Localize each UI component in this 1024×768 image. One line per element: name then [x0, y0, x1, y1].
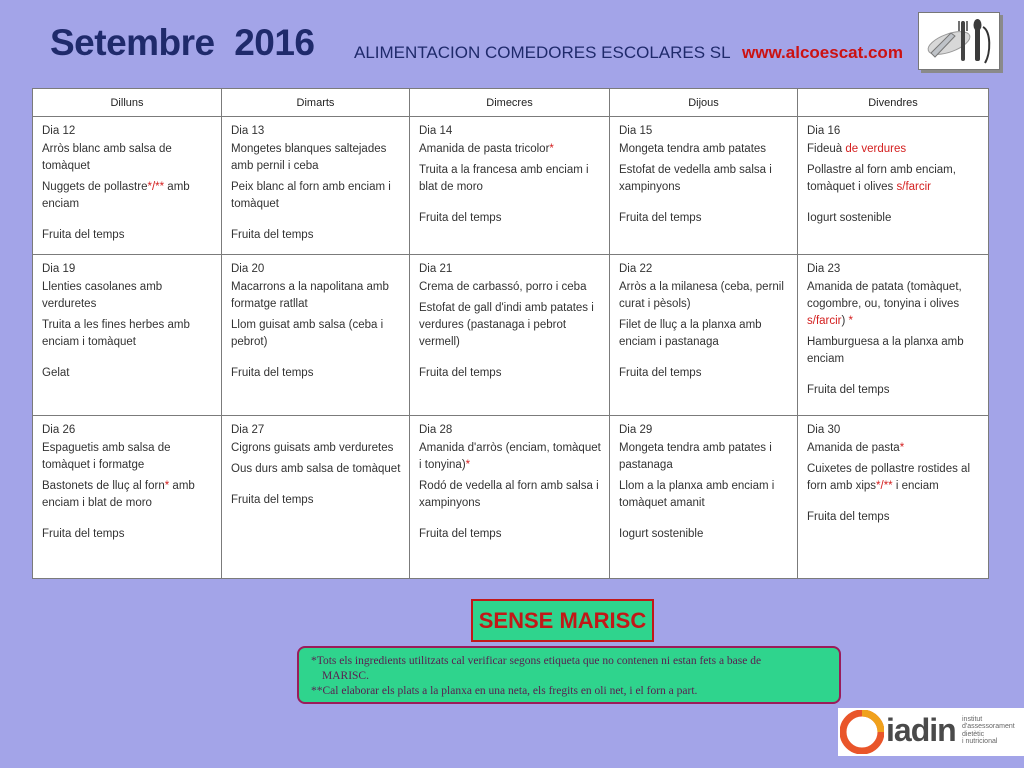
no-seafood-badge: SENSE MARISC	[471, 599, 654, 642]
table-header-row	[33, 89, 989, 117]
allergen-marker: s/farcir	[896, 181, 931, 194]
menu-cell	[610, 255, 798, 416]
dish-text: amb enciam	[42, 181, 190, 211]
dish-text: Cuixetes de pollastre rostides al forn amb xips	[807, 463, 970, 493]
dish-text: Mongeta tendra amb patates i pastanaga	[619, 442, 772, 472]
dish-text: Ous durs amb salsa de tomàquet	[231, 463, 401, 476]
dish-text: Llom guisat amb salsa (ceba i pebrot)	[231, 319, 384, 349]
dish-text: Pollastre al forn amb enciam, tomàquet i olives	[807, 164, 956, 194]
column-header: Dilluns	[33, 89, 222, 117]
dish-text: Espaguetis amb salsa de tomàquet i formatge	[42, 442, 171, 472]
table-row	[33, 117, 989, 255]
dish-item	[42, 440, 213, 474]
dish-text: Estofat de vedella amb salsa i xampinyons	[619, 164, 772, 194]
dish-text: Filet de lluç a la planxa amb enciam i pastanaga	[619, 319, 762, 349]
dish-item	[807, 141, 980, 158]
dessert-item: Fruita del temps	[231, 367, 314, 380]
dessert-item: Fruita del temps	[619, 212, 702, 225]
dish-text: amb enciam i blat de moro	[42, 480, 195, 510]
table-row	[33, 255, 989, 416]
column-header: Dimecres	[410, 89, 610, 117]
menu-cell	[222, 255, 410, 416]
dish-text: Mongetes blanques saltejades amb pernil i ceba	[231, 143, 387, 173]
dish-item	[807, 440, 980, 457]
dish-item	[42, 141, 213, 175]
dish-text: Hamburguesa a la planxa amb enciam	[807, 336, 964, 366]
day-label: Dia 30	[807, 424, 841, 437]
allergen-marker: */**	[876, 480, 893, 493]
day-label: Dia 14	[419, 125, 453, 137]
day-label: Dia 23	[807, 263, 841, 276]
dish-text: Mongeta tendra amb patates	[619, 143, 767, 156]
day-label: Dia 28	[419, 424, 453, 437]
day-label: Dia 16	[807, 125, 841, 137]
day-label: Dia 19	[42, 263, 76, 276]
menu-cell	[222, 416, 410, 579]
dish-item	[231, 317, 401, 351]
dish-text: Nuggets de pollastre	[42, 181, 148, 194]
day-label: Dia 15	[619, 125, 653, 137]
dish-item	[419, 440, 601, 474]
dessert-item: Iogurt sostenible	[807, 212, 892, 225]
dessert-item: Fruita del temps	[807, 511, 890, 524]
dish-item	[231, 141, 401, 175]
dish-text: Amanida de patata (tomàquet, cogombre, ou, tonyina i olives	[807, 281, 962, 311]
cutlery-icon	[918, 12, 1000, 70]
day-label: Dia 27	[231, 424, 265, 437]
day-label: Dia 21	[419, 263, 453, 276]
note-line: *Tots els ingredients utilitzats cal verificar segons etiqueta que no contenen ni estan fets a base de	[311, 655, 762, 667]
dish-text: Truita a la francesa amb enciam i blat de moro	[419, 164, 589, 194]
dish-text: Amanida de pasta	[807, 442, 900, 455]
dish-item	[42, 179, 213, 213]
allergen-marker: *	[164, 480, 170, 493]
menu-cell	[798, 255, 989, 416]
day-label: Dia 22	[619, 263, 653, 276]
dish-item	[807, 334, 980, 368]
dish-text: Fideuà	[807, 143, 846, 156]
dish-text: Arròs blanc amb salsa de tomàquet	[42, 143, 172, 173]
allergen-marker: *	[848, 315, 854, 328]
dessert-item: Fruita del temps	[419, 212, 502, 225]
dish-item	[231, 179, 401, 213]
menu-cell	[798, 416, 989, 579]
dessert-item: Fruita del temps	[42, 528, 125, 541]
allergen-marker: */**	[147, 181, 165, 194]
dish-item	[42, 478, 213, 512]
website-link[interactable]: www.alcoescat.com	[742, 43, 903, 62]
dish-item	[807, 162, 980, 196]
allergen-marker: *	[549, 143, 554, 156]
dish-text: i enciam	[892, 480, 939, 493]
dish-text: Amanida de pasta tricolor	[419, 143, 550, 156]
menu-cell	[33, 117, 222, 255]
dessert-item: Fruita del temps	[619, 367, 702, 380]
menu-cell	[410, 117, 610, 255]
menu-cell	[410, 416, 610, 579]
logo-subtext: institut d'assessorament dietètic i nutricional	[962, 716, 1015, 746]
dish-item	[619, 279, 789, 313]
dish-text: Peix blanc al forn amb enciam i tomàquet	[231, 181, 391, 211]
dessert-item: Fruita del temps	[807, 384, 890, 397]
dish-text: Estofat de gall d'indi amb patates i verdures (pastanaga i pebrot vermell)	[419, 302, 594, 349]
dish-item	[42, 317, 213, 351]
dish-text: Truita a les fines herbes amb enciam i tomàquet	[42, 319, 190, 349]
dish-text: Bastonets de lluç al forn	[42, 480, 165, 493]
menu-cell	[33, 255, 222, 416]
dish-item	[807, 279, 980, 330]
dish-item	[419, 300, 601, 351]
dish-item	[619, 162, 789, 196]
dish-text: Arròs a la milanesa (ceba, pernil curat i pèsols)	[619, 281, 784, 311]
dessert-item: Fruita del temps	[419, 528, 502, 541]
menu-cell	[222, 117, 410, 255]
dish-item	[419, 478, 601, 512]
dessert-item: Fruita del temps	[419, 367, 502, 380]
dish-text: )	[841, 315, 849, 328]
dessert-item: Gelat	[42, 367, 70, 380]
dish-text: Macarrons a la napolitana amb formatge ratllat	[231, 281, 389, 311]
dish-item	[231, 279, 401, 313]
dish-item	[231, 440, 401, 457]
iadin-logo-icon	[838, 708, 1024, 756]
allergen-marker: s/farcir	[807, 315, 842, 328]
menu-cell	[610, 117, 798, 255]
dish-item	[807, 461, 980, 495]
dish-text: Llenties casolanes amb verduretes	[42, 281, 163, 311]
day-label: Dia 29	[619, 424, 653, 437]
dish-item	[619, 141, 789, 158]
dessert-item: Fruita del temps	[42, 229, 125, 242]
allergen-marker: de verdures	[845, 143, 907, 156]
day-label: Dia 20	[231, 263, 265, 276]
day-label: Dia 26	[42, 424, 76, 437]
dish-item	[619, 317, 789, 351]
company-name: ALIMENTACION COMEDORES ESCOLARES SL	[354, 43, 731, 62]
column-header: Divendres	[798, 89, 989, 117]
dish-item	[419, 279, 601, 296]
table-row	[33, 416, 989, 579]
column-header: Dijous	[610, 89, 798, 117]
notes-box	[297, 646, 841, 704]
dish-item	[419, 141, 601, 158]
dessert-item: Iogurt sostenible	[619, 528, 704, 541]
allergen-marker: *	[465, 459, 471, 472]
column-header: Dimarts	[222, 89, 410, 117]
menu-cell	[410, 255, 610, 416]
dish-item	[231, 461, 401, 478]
dessert-item: Fruita del temps	[231, 229, 314, 242]
note-line: **Cal elaborar els plats a la planxa en una neta, els fregits en oli net, i el forn a part.	[311, 684, 698, 697]
dish-text: Amanida d'arròs (enciam, tomàquet i tonyina)	[419, 442, 601, 472]
dish-text: Cigrons guisats amb verduretes	[231, 442, 394, 455]
dish-item	[619, 440, 789, 474]
day-label: Dia 12	[42, 125, 76, 137]
allergen-marker: *	[899, 442, 905, 455]
note-line: MARISC.	[322, 669, 369, 682]
dish-text: Crema de carbassó, porro i ceba	[419, 281, 587, 294]
dish-text: Llom a la planxa amb enciam i tomàquet amanit	[619, 480, 775, 510]
menu-cell	[610, 416, 798, 579]
page-title: Setembre 2016	[50, 22, 315, 63]
menu-table	[32, 88, 989, 579]
menu-cell	[798, 117, 989, 255]
logo-word: iadin	[886, 712, 956, 748]
menu-cell	[33, 416, 222, 579]
dessert-item: Fruita del temps	[231, 494, 314, 507]
day-label: Dia 13	[231, 125, 265, 137]
dish-item	[42, 279, 213, 313]
dish-item	[419, 162, 601, 196]
dish-item	[619, 478, 789, 512]
dish-text: Rodó de vedella al forn amb salsa i xampinyons	[419, 480, 599, 510]
